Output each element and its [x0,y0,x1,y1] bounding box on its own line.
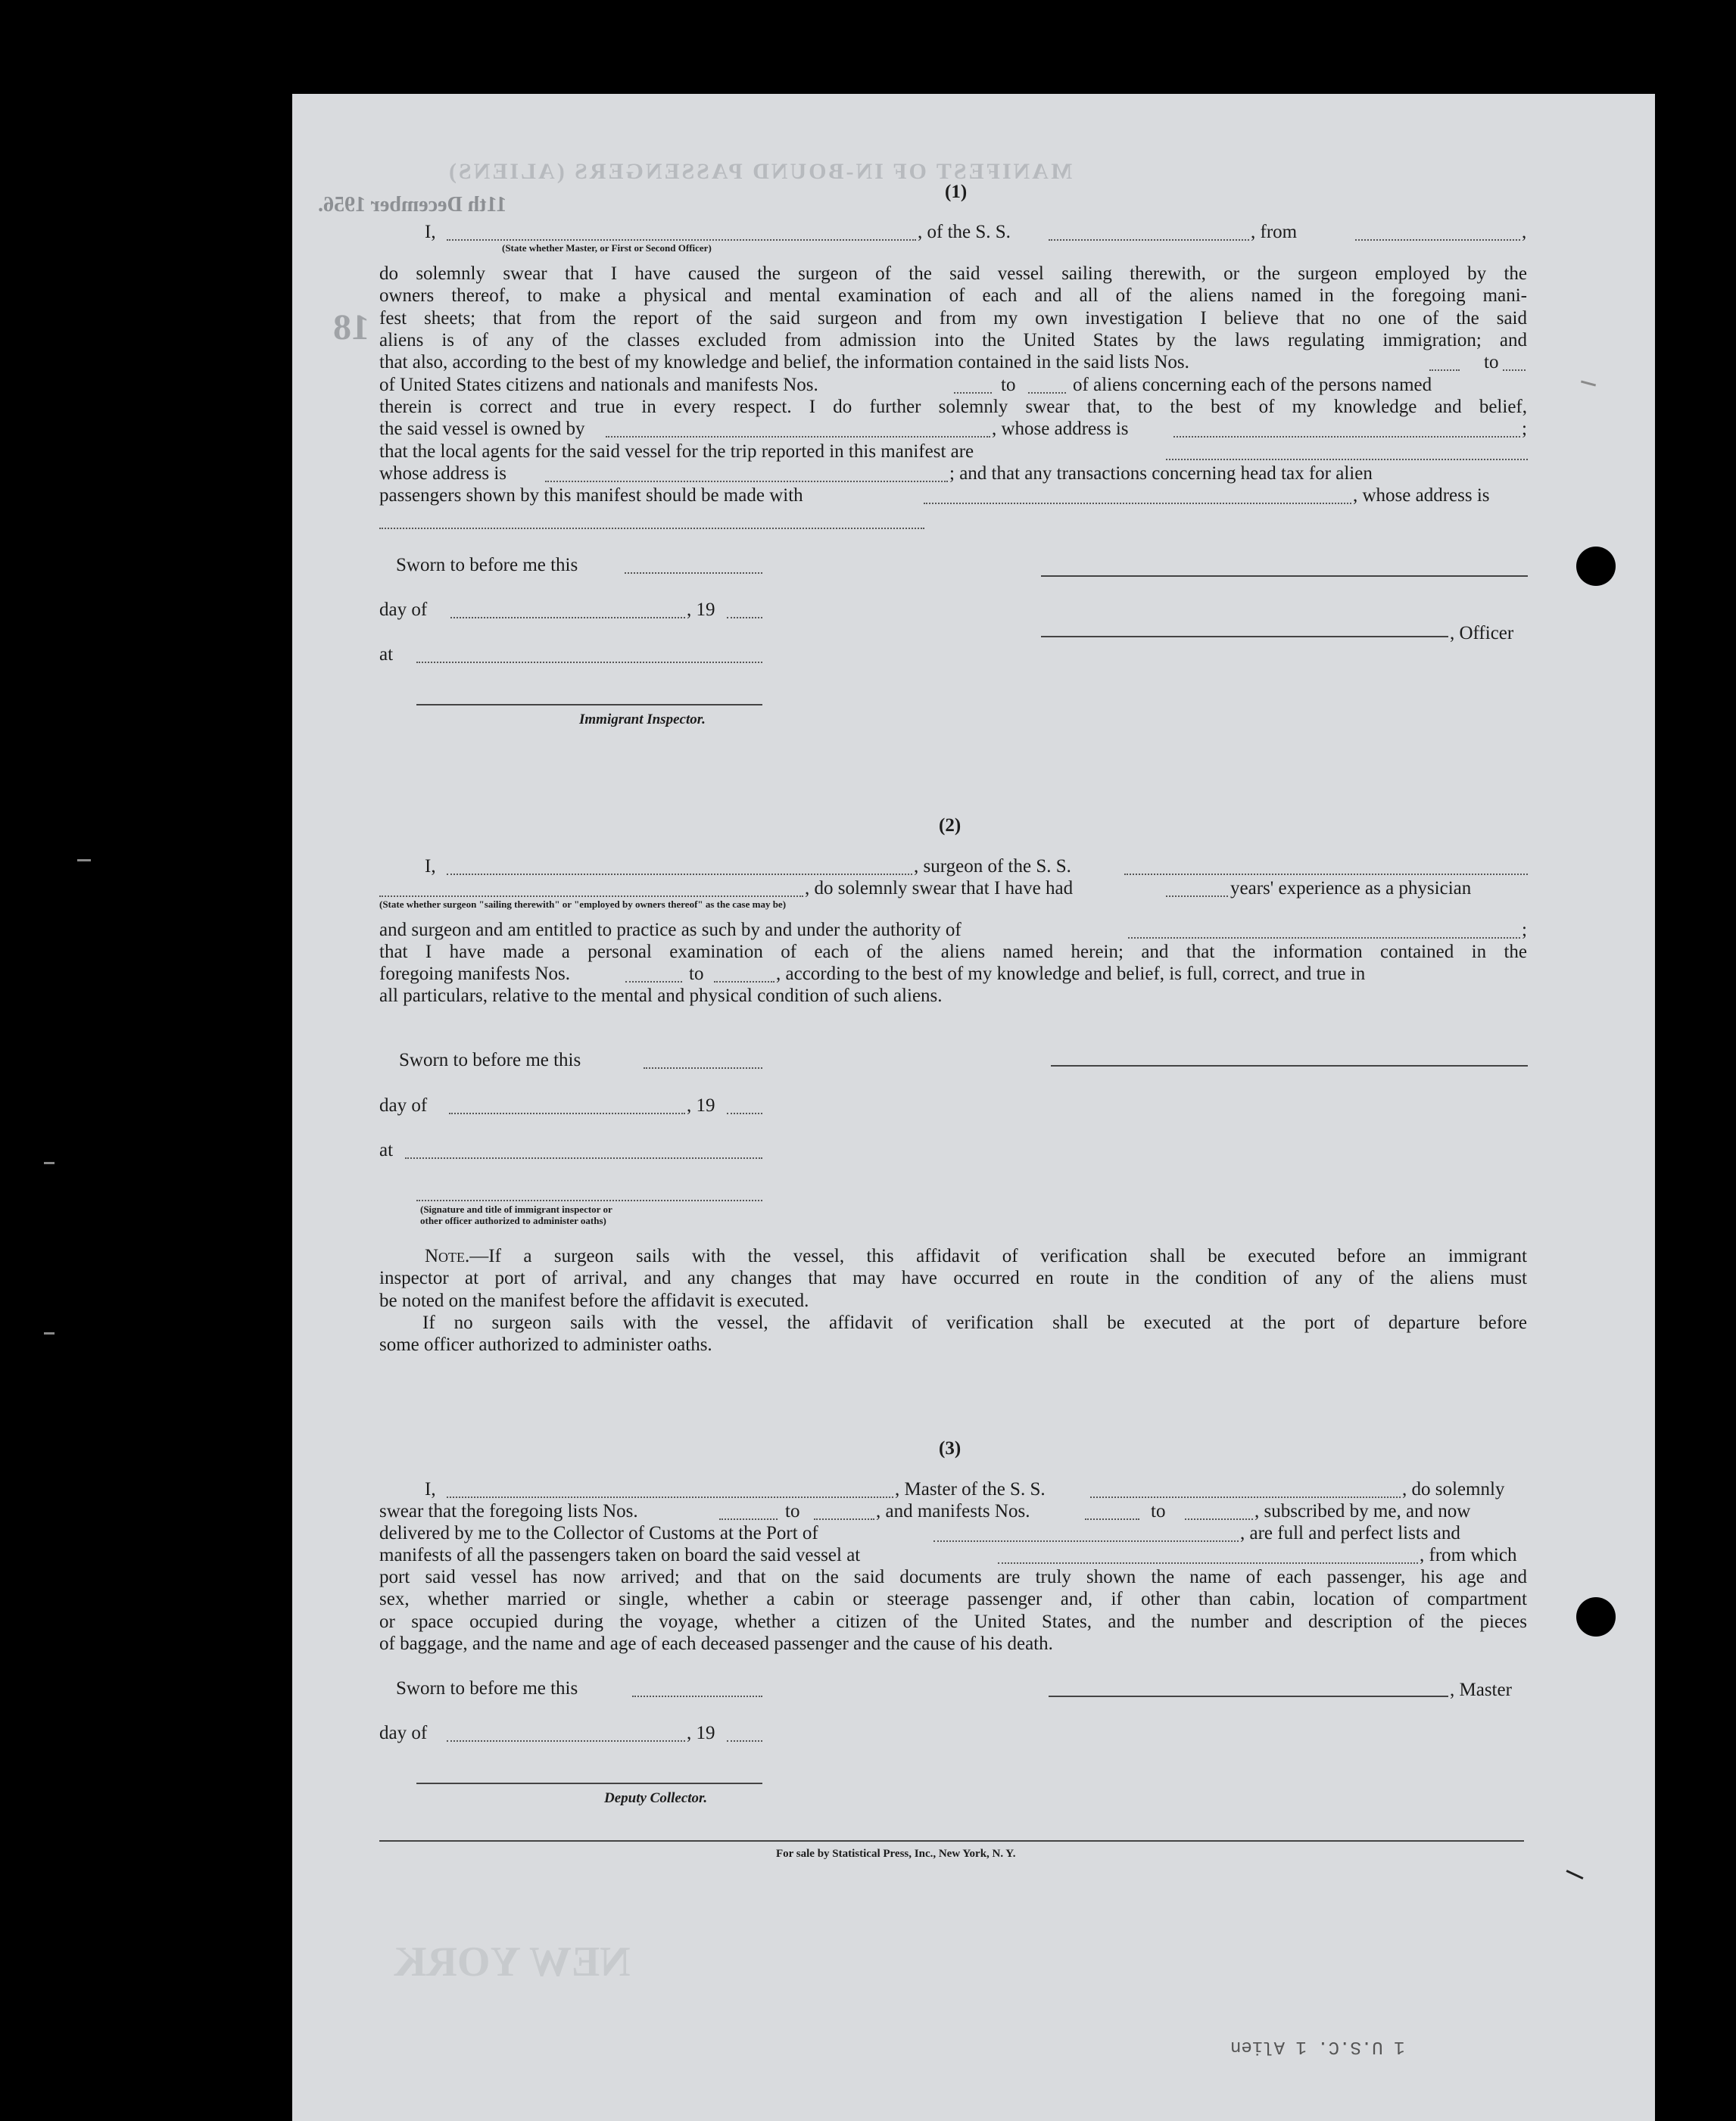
s1-agents-text: that the local agents for the said vessel for the trip reported in this manifest are [379,441,974,462]
s2-day-field[interactable] [449,1113,685,1114]
s3-day-field[interactable] [447,1740,685,1742]
s1-oath-paragraph [379,263,1527,351]
printer-credit: For sale by Statistical Press, Inc., New York, N. Y. [776,1848,1016,1860]
section-2-number: (2) [939,815,962,836]
s3-manifests-from-field[interactable] [1085,1518,1139,1520]
s2-sworn-label: Sworn to before me this [399,1050,581,1070]
s3-port-field[interactable] [933,1540,1239,1542]
s3-do-solemnly: , do solemnly [1402,1479,1505,1500]
s1-inspector-label: Immigrant Inspector. [579,712,706,727]
s2-according-text: , according to the best of my knowledge and belief, is full, correct, and true in [776,964,1366,984]
s3-sworn-label: Sworn to before me this [396,1678,578,1699]
s1-of-ss: , of the S. S. [918,222,1011,242]
s1-oath-line: fest sheets; that from the report of the said surgeon and from my own investigation I believe that no one of the said [379,307,1527,329]
s1-correct-line: therein is correct and true in every respect. I do further solemnly swear that, to the best of my knowledge and belief, [379,397,1527,417]
s2-inspector-signature-field[interactable] [416,1200,762,1201]
s1-signature-line[interactable] [1041,575,1528,577]
s3-full-lists-text: , are full and perfect lists and [1240,1523,1460,1543]
bleed-through-header: MANIFEST OF IN-BOUND PASSENGERS (ALIENS) [447,159,1073,184]
bleed-through-lower: NEW YORK [394,1939,631,1986]
s2-manifests-to-field[interactable] [714,981,774,983]
s3-sworn-field[interactable] [632,1696,762,1697]
s3-ship-name-field[interactable] [1090,1497,1401,1498]
s3-manifests-to: to [1151,1501,1166,1521]
s1-at-field[interactable] [416,662,762,663]
s1-owner-address-label: , whose address is [992,419,1129,439]
section-3-number: (3) [939,1438,962,1459]
s1-owner-field[interactable] [606,436,990,438]
s1-oath-line: aliens is of any of the classes excluded from admission into the United States by the laws regulating immigration; and [379,329,1527,350]
s1-agent-address-field[interactable] [545,481,948,482]
s1-from-port-field[interactable] [1355,239,1520,241]
s1-semicolon: ; [1522,419,1527,439]
s1-lists-to: to [1484,352,1499,372]
s2-sworn-field[interactable] [644,1067,762,1069]
s1-lists-text: that also, according to the best of my knowledge and belief, the information contained in the said lists Nos. [379,352,1189,372]
s1-head-tax-address-field[interactable] [379,528,924,529]
s1-sworn-label: Sworn to before me this [396,555,578,575]
s2-employment-field[interactable] [379,895,803,897]
s2-surgeon-of: , surgeon of the S. S. [914,856,1071,877]
s3-master-of: , Master of the S. S. [895,1479,1046,1500]
s1-passengers-text: passengers shown by this manifest should be made with [379,485,803,506]
s1-from: , from [1251,222,1298,242]
s3-from-which: , from which [1420,1545,1517,1565]
s2-authority-text: and surgeon and am entitled to practice as such by and under the authority of [379,920,962,940]
s1-sworn-field[interactable] [625,572,762,574]
s2-ship-name-field[interactable] [1124,874,1528,875]
s3-lists-from-field[interactable] [719,1518,778,1520]
s2-employment-note: (State whether surgeon "sailing therewith" or "employed by owners thereof" as the case may be) [379,899,787,910]
s3-deputy-signature-line[interactable] [416,1783,762,1784]
scan-mark [44,1332,55,1335]
s1-day-field[interactable] [450,617,685,618]
s3-manifests-to-field[interactable] [1185,1518,1253,1520]
s1-owner-address-field[interactable] [1173,436,1520,438]
s3-manifests-board-text: manifests of all the passengers taken on board the said vessel at [379,1545,861,1565]
s3-lists-text: swear that the foregoing lists Nos. [379,1501,638,1521]
s2-manifests-to: to [689,964,704,984]
s2-year-label: , 19 [687,1095,715,1116]
s2-day-of-label: day of [379,1095,428,1116]
s1-i-label: I, [425,222,436,242]
s3-master-signature-line[interactable] [1049,1696,1448,1697]
s3-oath-paragraph: port said vessel has now arrived; and that on the said documents are truly shown the name of each passenger, his age and sex, whether married or single, whether a cabin or steerage passenger and, if other than cabin, location of compartment or space occupied during the voyage, whether a citizen of the United States, and the number and description of the pieces of baggage, and the name and age of each deceased passenger and the cause of his death. [379,1567,1527,1654]
s3-day-of-label: day of [379,1723,428,1743]
s2-years-text: years' experience as a physician [1230,878,1472,899]
inverted-stamp: 1 U.S.C. 1 Alien [1230,2036,1405,2057]
s3-year-field[interactable] [727,1740,762,1742]
s1-year-label: , 19 [687,600,715,620]
s1-head-tax-party-field[interactable] [924,503,1351,504]
s3-departure-port-field[interactable] [998,1562,1418,1564]
s2-swear-text: , do solemnly swear that I have had [805,878,1074,899]
s1-inspector-signature-line[interactable] [416,704,762,705]
bleed-through-date: 11th December 1956. [318,193,507,216]
s2-sig-note-1: (Signature and title of immigrant inspector or [420,1204,612,1215]
s3-year-label: , 19 [687,1723,715,1743]
s2-at-field[interactable] [405,1157,762,1159]
s3-deputy-label: Deputy Collector. [604,1790,708,1806]
s1-oath-line: do solemnly swear that I have caused the surgeon of the said vessel sailing therewith, or the surgeon employed by the [379,263,1527,284]
s2-i-label: I, [425,856,436,877]
s1-oath-line: owners thereof, to make a physical and mental examination of each and all of the aliens named in the foregoing mani- [379,285,1527,307]
s1-lists-from-field[interactable] [1429,369,1460,371]
s2-year-field[interactable] [727,1113,762,1114]
punch-hole-top [1576,547,1616,586]
s1-owned-by: the said vessel is owned by [379,419,585,439]
s2-examination-line: that I have made a personal examination of each of the aliens named herein; and that the information contained in the [379,942,1527,962]
s2-particulars-text: all particulars, relative to the mental and physical condition of such aliens. [379,986,943,1006]
bleed-through-number: 18 [333,307,369,347]
s1-at-label: at [379,644,394,665]
s1-comma: , [1522,222,1527,242]
s1-manifests-text: of United States citizens and nationals and manifests Nos. [379,375,818,395]
s2-manifests-from-field[interactable] [625,981,682,983]
s1-agent-address-label: whose address is [379,463,507,484]
s3-subscribed-text: , subscribed by me, and now [1254,1501,1471,1521]
s1-aliens-text: of aliens concerning each of the persons named [1073,375,1432,395]
s1-officer-name-field[interactable] [447,239,916,241]
s1-manifests-from-field[interactable] [954,392,992,394]
s3-master-name-field[interactable] [447,1497,893,1498]
s1-officer-label: , Officer [1450,623,1514,643]
s2-authority-field[interactable] [1128,937,1520,939]
s1-ship-name-field[interactable] [1049,239,1249,241]
section-1-number: (1) [945,182,968,202]
s3-lists-to-field[interactable] [814,1518,874,1520]
s2-years-field[interactable] [1166,895,1228,897]
s1-agents-field[interactable] [1166,459,1528,460]
s2-note-paragraph: Note.—If a surgeon sails with the vessel, this affidavit of verification shall be executed before an immigrant inspector at port of arrival, and any changes that may have occurred en route in the condition of any of the aliens must be noted on the manifest before the affidavit is executed. If no surgeon sails with the vessel, the affidavit of verification shall be executed at the port of departure before some officer authorized to administer oaths. [379,1246,1527,1356]
s3-master-label: , Master [1450,1680,1512,1700]
s1-master-note: (State whether Master, or First or Second Officer) [502,242,712,254]
s1-head-tax-text: ; and that any transactions concerning head tax for alien [949,463,1373,484]
s1-manifests-to: to [1001,375,1016,395]
footer-rule [379,1840,1524,1842]
scan-mark [44,1162,55,1164]
s2-at-label: at [379,1140,394,1160]
s2-manifests-text: foregoing manifests Nos. [379,964,571,984]
s3-i-label: I, [425,1479,436,1500]
s3-manifests-text: , and manifests Nos. [876,1501,1030,1521]
s1-officer-signature-line[interactable] [1041,636,1448,637]
s3-lists-to: to [785,1501,800,1521]
s1-manifests-to-field[interactable] [1028,392,1066,394]
s2-semicolon: ; [1522,920,1527,940]
s1-year-field[interactable] [727,617,762,618]
s1-day-of-label: day of [379,600,428,620]
s1-whose-address: , whose address is [1353,485,1490,506]
scan-mark [77,859,91,861]
s2-surgeon-signature-line[interactable] [1051,1065,1528,1067]
s2-surgeon-name-field[interactable] [447,874,912,875]
s1-lists-to-field[interactable] [1503,369,1526,371]
s2-note-label: Note. [425,1246,470,1266]
punch-hole-bottom [1576,1597,1616,1637]
s3-collector-text: delivered by me to the Collector of Customs at the Port of [379,1523,818,1543]
s2-sig-note-2: other officer authorized to administer oaths) [420,1215,606,1226]
